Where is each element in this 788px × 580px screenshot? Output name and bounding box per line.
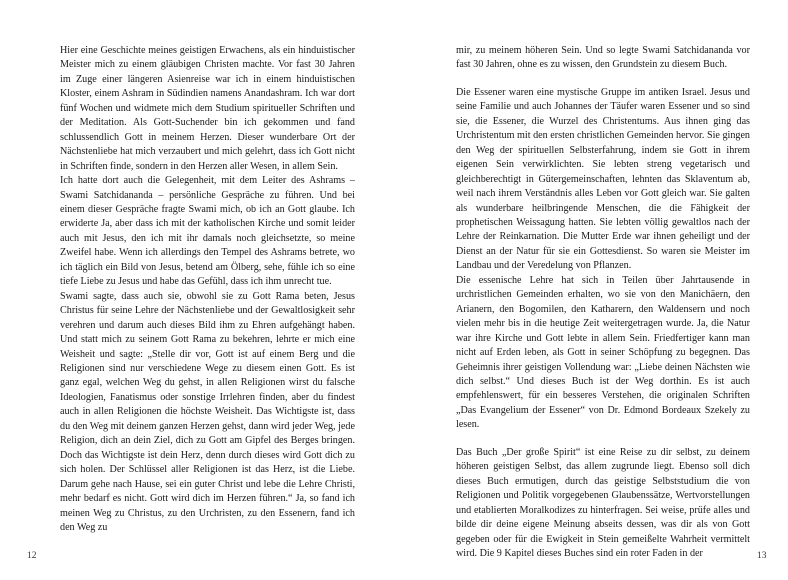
left-page-number: 12 <box>27 551 37 561</box>
left-paragraph-1: Hier eine Geschichte meines geistigen Erwachens, als ein hinduistischer Meister mich zu einem gläubigen Christen machte. Vor fast 30 Jahren im Zuge einer längeren Asienreise war ich in einem hinduistischen Kloster, einem Ashram in Südindien namens Anandashram. Ich war dort fünf Wochen und widmete mich dem Studium spiritueller Schriften und der Meditation. Als Gott-Suchender bin ich gekommen und fand schlussendlich Gott in meinem Herzen. Dieser wunderbare Ort der Nächstenliebe hat mich verzaubert und mich gelehrt, dass ich Gott nicht in Schriften finde, sondern in den Herzen aller Wesen, in allem Sein. <box>60 45 355 172</box>
left-page-text <box>60 44 355 535</box>
right-paragraph-3: Die essenische Lehre hat sich in Teilen über Jahrtausende in urchristlichen Gemeinden erhalten, wo sie von den Manichäern, den Arianern, den Bogomilen, den Katharern, den Waldensern und noch vielen mehr bis in die heutige Zeit weitergetragen wurde. Ja, die Natur war ihre Kirche und Gott lebte in allem Sein. Friedfertiger kann man nicht auf Erden leben, als Gott in seiner Schöpfung zu begegnen. Das Geheimnis ihrer geistigen Vollendung war: „Liebe deinen Nächsten wie dich selbst.“ Und dieses Buch ist der Weg dorthin. Es ist auch empfehlenswert, für ein besseres Verstehen, die originalen Schriften „Das Evangelium der Essener“ von Dr. Edmond Bordeaux Szekely zu lesen. <box>456 274 750 431</box>
right-page-text <box>456 44 750 561</box>
right-paragraph-1: mir, zu meinem höheren Sein. Und so legte Swami Satchidananda vor fast 30 Jahren, ohne es zu wissen, den Grundstein zu diesem Buch. <box>456 45 750 71</box>
left-paragraph-3: Swami sagte, dass auch sie, obwohl sie zu Gott Rama beten, Jesus Christus für seine Lehre der Nächstenliebe und der Gewaltlosigkeit sehr verehren und darum auch dieses Bild ihm zu Ehren aufgehängt haben. Und statt mich zu seinem Gott Rama zu bekehren, lehrte er mich eine Weisheit und sagte: „Stelle dir vor, Gott ist auf einem Berg und die Religionen sind nur verschiedene Wege zu diesem einen Gott. Es ist ganz egal, welchen Weg du gehst, in allen Religionen wirst du falsche Ideologien, Fanatismus oder sonstige Irrlehren finden, aber du findest auch in allen Religionen die höchste Weisheit. Das Wichtigste ist, dass du den Weg mit deinem ganzen Herzen gehst, dann wird jeder Weg, jede Religion, dich an dein Ziel, dich zu Gott am Gipfel des Berges bringen. Doch das Wichtigste ist dein Herz, denn durch dieses wird Gott dich zu sich holen. Der Schlüssel aller Religionen ist das Herz, ist die Liebe. Darum gehe nach Hause, sei ein guter Christ und lebe die Lehre Christi, mehr bedarf es nicht. Gott wird dich im Herzen führen.“ Ja, so fand ich meinen Weg zu Christus, zu den Urchristen, zu den Essenern, fand ich den Weg zu <box>60 290 355 533</box>
left-paragraph-2: Ich hatte dort auch die Gelegenheit, mit dem Leiter des Ashrams – Swami Satchidananda – persönliche Gespräche zu führen. Und bei einem dieser Gespräche fragte Swami mich, ob ich an Gott glaube. Ich erwiderte Ja, aber dass ich mit der katholischen Kirche und somit leider auch mit Jesus, den ich mit ihr damals noch gleichsetzte, so meine Zweifel habe. Wenn ich allerdings den Tempel des Ashrams betrete, wo ich täglich ein Bild von Jesus, betend am Ölberg, sehe, fühle ich so eine tiefe Liebe zu Jesus und habe das Gefühl, dass ich ihm unrecht tue. <box>60 175 355 288</box>
right-paragraph-2: Die Essener waren eine mystische Gruppe im antiken Israel. Jesus und seine Familie und auch Johannes der Täufer waren Essener und so sind sie, die Essener, die Wurzel des Christentums. Aus ihnen ging das Urchristentum mit den ersten christlichen Gemeinden hervor. Sie gingen den Weg der spirituellen Selbsterfahrung, indem sie Gott in ihrem eigenen Sein verwirklichten. Sie lebten streng vegetarisch und gleichberechtigt in Gütergemeinschaften, lehnten das Sklaventum ab, weil nach ihrem Verständnis alles Leben vor Gott gleich war. Sie galten als wunderbare heilbringende Menschen, die die Fähigkeit der prophetischen Weissagung hatten. Sie lebten völlig gewaltlos nach der Lehre der Reinkarnation. Die Mutter Erde war ihnen geheiligt und der Dienst an der Natur für sie ein Gottesdienst. So waren sie Meister im Landbau und der Veredelung von Pflanzen. <box>456 86 750 272</box>
right-page <box>394 0 788 580</box>
right-page-number: 13 <box>757 551 767 561</box>
right-paragraph-4: Das Buch „Der große Spirit“ ist eine Reise zu dir selbst, zu deinem höheren geistigen Selbst, das allem zugrunde liegt. Ebenso soll dich dieses Buch ermutigen, durch das geistige Selbststudium die von Religionen und Politik vorgegebenen Glaubenssätze, Wertvorstellungen und etablierten Moralkodizes zu hinterfragen. Sei weise, prüfe alles und bilde dir deine eigene Meinung abseits dessen, was dir als von Gott gegeben oder für die Ewigkeit in Stein gemeißelte Wahrheit vermittelt wird. Die 9 Kapitel dieses Buches sind ein roter Faden in der <box>456 446 750 559</box>
